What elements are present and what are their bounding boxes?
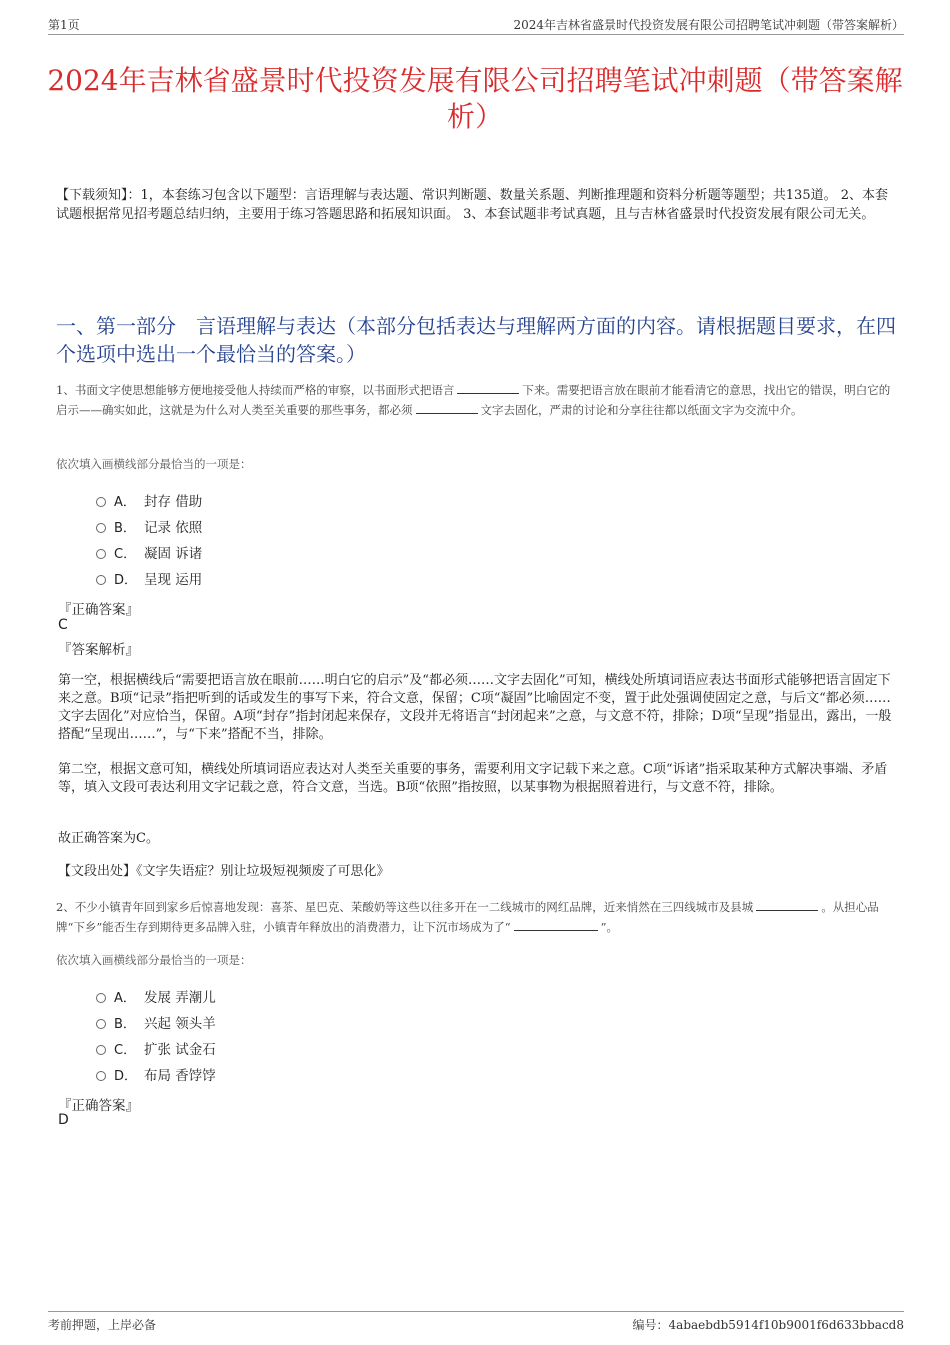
- question-2-text: 2、不少小镇青年回到家乡后惊喜地发现：喜茶、星巴克、茉酸奶等这些以往多开在一二线城市的网红品牌，近来悄然在三四线城市及县城 。从担心品牌“下乡”能否生存到期待更多品牌入驻，小镇青年释放出的消费潜力，让下沉市场成为了“ ”。: [56, 900, 879, 934]
- question-2-option-c[interactable]: C． 扩张 试金石: [96, 1035, 216, 1061]
- question-1-blank-1: [457, 381, 519, 394]
- question-2-blank-1: [756, 898, 818, 911]
- question-2-answer: D: [58, 1112, 69, 1128]
- radio-icon[interactable]: [96, 575, 106, 585]
- question-2-option-a[interactable]: A． 发展 弄潮儿: [96, 983, 216, 1009]
- question-1-text: 1、书面文字使思想能够方便地接受他人持续而严格的审察，以书面形式把语言 下来。需要把语言放在眼前才能看清它的意思，找出它的错误，明白它的启示——确实如此，这就是为什么对人类至关重要的那些事务，都必须 文字去固化，严肃的讨论和分享往往都以纸面文字为交流中介。: [56, 383, 891, 417]
- question-1-analysis-paragraph-2: 第二空，根据文意可知，横线处所填词语应表达对人类至关重要的事务，需要利用文字记载下来之意。C项“诉诸”指采取某种方式解决事端、矛盾等，填入文段可表达利用文字记载之意，符合文意，当选。B项“依照”指按照，以某事物为根据照着进行，与文意不符，排除。: [58, 762, 888, 795]
- question-1-option-d[interactable]: D． 呈现 运用: [96, 565, 202, 591]
- header-doc-title: 2024年吉林省盛景时代投资发展有限公司招聘笔试冲刺题（带答案解析）: [513, 18, 904, 32]
- footer-slogan: 考前押题，上岸必备: [48, 1318, 157, 1332]
- question-1-source: 【文段出处】《文字失语症？别让垃圾短视频废了可思化》: [58, 864, 390, 879]
- question-2-option-d[interactable]: D． 布局 香饽饽: [96, 1061, 216, 1087]
- page-number: 第1页: [48, 18, 80, 32]
- footer-doc-id: 编号：4abaebdb5914f10b9001f6d633bbacd8: [632, 1318, 904, 1332]
- question-1-answer: C: [58, 617, 68, 633]
- question-2-instruction: 依次填入画横线部分最恰当的一项是：: [56, 953, 252, 967]
- document-title: 2024年吉林省盛景时代投资发展有限公司招聘笔试冲刺题（带答案解析）: [47, 63, 903, 133]
- radio-icon[interactable]: [96, 1019, 106, 1029]
- question-1-options: [96, 487, 202, 591]
- question-1-option-a[interactable]: A． 封存 借助: [96, 487, 202, 513]
- question-2-blank-2: [514, 918, 598, 931]
- section-title: 一、第一部分 言语理解与表达（本部分包括表达与理解两方面的内容。请根据题目要求，在四个选项中选出一个最恰当的答案。）: [56, 314, 896, 366]
- radio-icon[interactable]: [96, 523, 106, 533]
- question-1-option-b[interactable]: B． 记录 依照: [96, 513, 202, 539]
- page-footer: [48, 1311, 904, 1332]
- question-2-option-b[interactable]: B． 兴起 领头羊: [96, 1009, 216, 1035]
- download-notice: 【下载须知】：1，本套练习包含以下题型：言语理解与表达题、常识判断题、数量关系题、判断推理题和资料分析题等题型；共135道。 2、本套试题根据常见招考题总结归纳，主要用于练习答题思路和拓展知识面。 3、本套试题非考试真题，且与吉林省盛景时代投资发展有限公司无关。: [56, 188, 888, 222]
- question-1-answer-label: 『正确答案』: [58, 602, 139, 618]
- question-1-instruction: 依次填入画横线部分最恰当的一项是：: [56, 457, 252, 471]
- question-2-options: [96, 983, 216, 1087]
- radio-icon[interactable]: [96, 1071, 106, 1081]
- question-1-blank-2: [416, 401, 478, 414]
- page-header: [48, 14, 904, 35]
- question-2-answer-label: 『正确答案』: [58, 1098, 139, 1114]
- radio-icon[interactable]: [96, 993, 106, 1003]
- radio-icon[interactable]: [96, 497, 106, 507]
- question-1-analysis-paragraph-1: 第一空，根据横线后“需要把语言放在眼前……明白它的启示”及“都必须……文字去固化”可知，横线处所填词语应表达书面形式能够把语言固定下来之意。B项“记录”指把听到的话或发生的事写下来，符合文意，保留；C项“凝固”比喻固定不变，置于此处强调使固定之意，与后文“都必须……文字去固化”对应恰当，保留。A项“封存”指封闭起来保存，文段并无将语言“封闭起来”之意，与文意不符，排除；D项“呈现”指显出，露出，一般搭配“呈现出……”，与“下来”搭配不当，排除。: [58, 673, 892, 742]
- radio-icon[interactable]: [96, 1045, 106, 1055]
- radio-icon[interactable]: [96, 549, 106, 559]
- question-1-analysis-label: 『答案解析』: [58, 642, 139, 658]
- question-1-conclusion: 故正确答案为C。: [58, 831, 159, 846]
- question-1-option-c[interactable]: C． 凝固 诉诸: [96, 539, 202, 565]
